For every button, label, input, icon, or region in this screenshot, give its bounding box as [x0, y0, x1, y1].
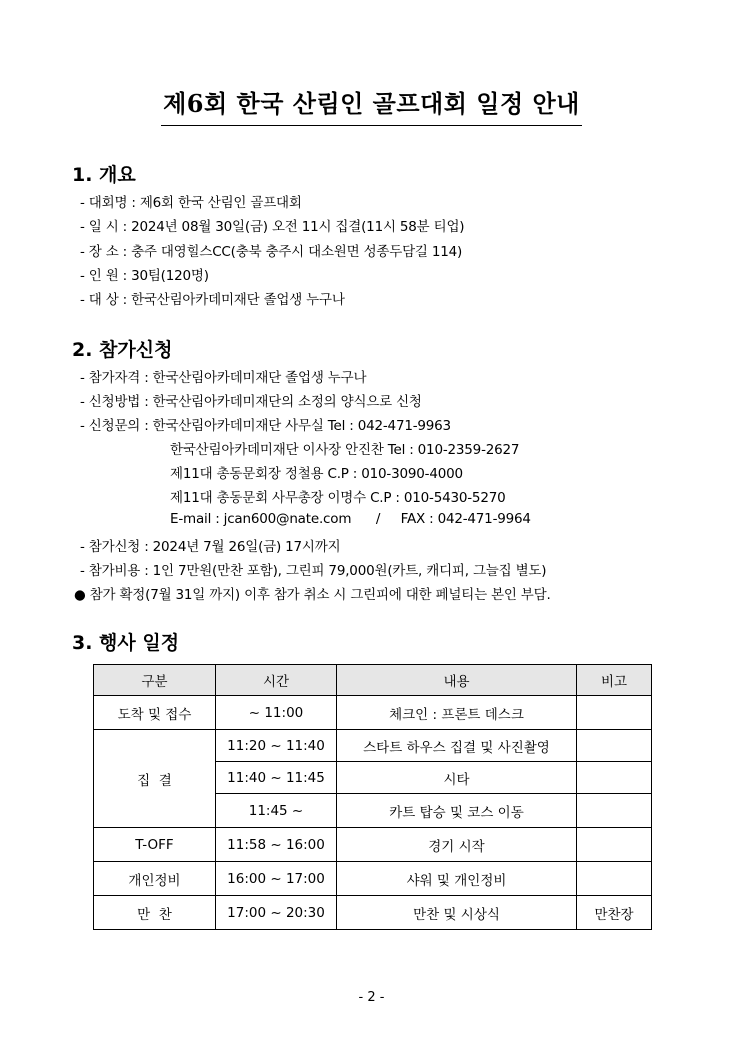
table-header-row [94, 665, 652, 696]
row-category: 도착 및 접수 [94, 696, 216, 730]
section-3-heading: 3. 행사 일정 [72, 632, 180, 654]
row-time: 11:45 ~ [216, 794, 337, 828]
overview-date: - 일 시 : 2024년 08월 30일(금) 오전 11시 집결(11시 58분 티업) [80, 219, 465, 235]
row-note [577, 730, 652, 762]
row-category: 만 찬 [94, 896, 216, 930]
row-content: 시타 [337, 762, 577, 794]
overview-target: - 대 상 : 한국산림아카데미재단 졸업생 누구나 [80, 292, 345, 308]
table-row [94, 828, 652, 862]
row-content: 체크인 : 프론트 데스크 [337, 696, 577, 730]
section-2-heading: 2. 참가신청 [72, 339, 173, 361]
schedule-table [93, 664, 652, 930]
column-header-content: 내용 [337, 665, 577, 696]
document-title-wrap [0, 84, 743, 126]
application-method: - 신청방법 : 한국산림아카데미재단의 소정의 양식으로 신청 [80, 394, 422, 410]
column-header-category: 구분 [94, 665, 216, 696]
row-content: 샤워 및 개인정비 [337, 862, 577, 896]
contact-line: 제11대 총동문회장 정철용 C.P : 010-3090-4000 [170, 466, 463, 482]
row-content: 만찬 및 시상식 [337, 896, 577, 930]
row-content: 카트 탑승 및 코스 이동 [337, 794, 577, 828]
row-category: T-OFF [94, 828, 216, 862]
row-content: 경기 시작 [337, 828, 577, 862]
section-1-heading: 1. 개요 [72, 164, 136, 186]
table-row [94, 862, 652, 896]
column-header-note: 비고 [577, 665, 652, 696]
contact-email-fax: E-mail : jcan600@nate.com / FAX : 042-471-9964 [170, 511, 531, 527]
table-row [94, 896, 652, 930]
overview-place: - 장 소 : 충주 대영힐스CC(충북 충주시 대소원면 성종두담길 114) [80, 244, 463, 260]
row-note [577, 696, 652, 730]
overview-event-name: - 대회명 : 제6회 한국 산림인 골프대회 [80, 195, 302, 211]
row-note [577, 862, 652, 896]
application-inquiry: - 신청문의 : 한국산림아카데미재단 사무실 Tel : 042-471-9963 [80, 418, 451, 434]
row-time: 11:20 ~ 11:40 [216, 730, 337, 762]
overview-attendance: - 인 원 : 30팀(120명) [80, 268, 209, 284]
row-time: 11:40 ~ 11:45 [216, 762, 337, 794]
contact-line: 한국산림아카데미재단 이사장 안진찬 Tel : 010-2359-2627 [170, 442, 520, 458]
row-note [577, 794, 652, 828]
cancellation-notice: ● 참가 확정(7월 31일 까지) 이후 참가 취소 시 그린피에 대한 페널티는 본인 부담. [74, 587, 551, 603]
row-note: 만찬장 [577, 896, 652, 930]
page-number: - 2 - [358, 990, 385, 1005]
row-time: 11:58 ~ 16:00 [216, 828, 337, 862]
row-note [577, 762, 652, 794]
application-deadline: - 참가신청 : 2024년 7월 26일(금) 17시까지 [80, 539, 341, 555]
row-category: 개인정비 [94, 862, 216, 896]
row-content: 스타트 하우스 집결 및 사진촬영 [337, 730, 577, 762]
row-note [577, 828, 652, 862]
row-category: 집 결 [94, 730, 216, 828]
row-time: 16:00 ~ 17:00 [216, 862, 337, 896]
table-row [94, 696, 652, 730]
document-title: 제6회 한국 산림인 골프대회 일정 안내 [161, 84, 582, 126]
application-eligibility: - 참가자격 : 한국산림아카데미재단 졸업생 누구나 [80, 370, 367, 386]
column-header-time: 시간 [216, 665, 337, 696]
contact-line: 제11대 총동문회 사무총장 이명수 C.P : 010-5430-5270 [170, 490, 506, 506]
application-fee: - 참가비용 : 1인 7만원(만찬 포함), 그린피 79,000원(카트, 캐디피, 그늘집 별도) [80, 563, 547, 579]
table-row [94, 730, 652, 762]
row-time: 17:00 ~ 20:30 [216, 896, 337, 930]
row-time: ~ 11:00 [216, 696, 337, 730]
